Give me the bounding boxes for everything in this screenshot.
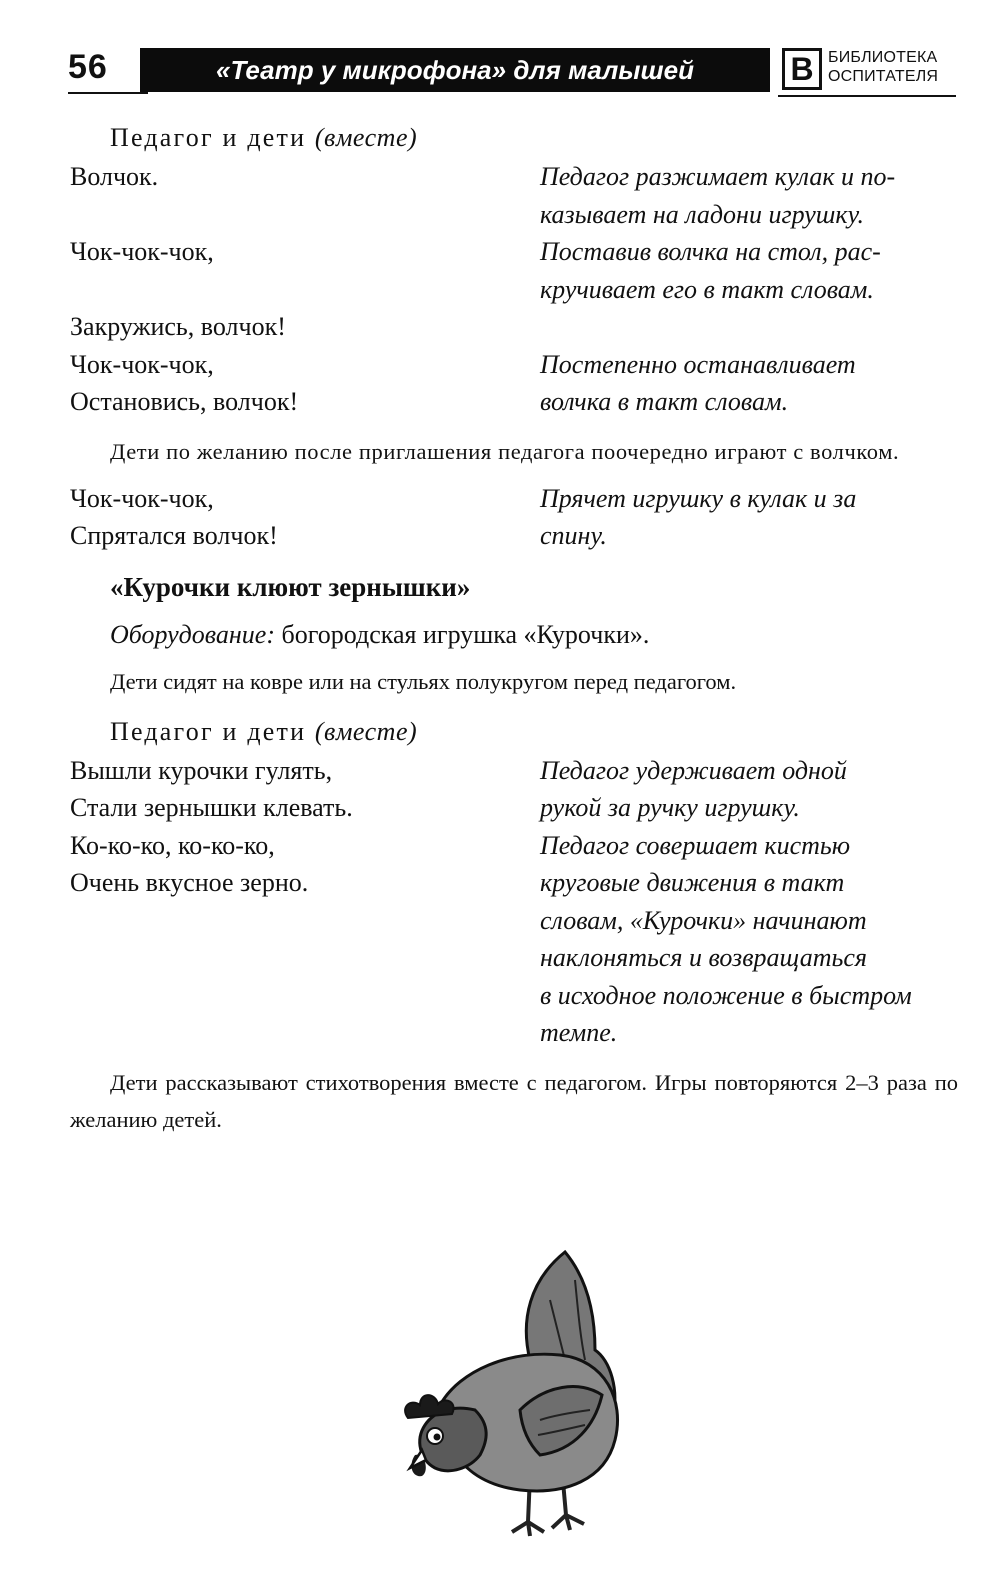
verse-line: Очень вкусное зерно. <box>70 868 309 897</box>
speakers-label: Педагог и дети <box>110 716 307 746</box>
verse-block-1 <box>70 158 958 421</box>
stage-direction: в исходное положение в быстром <box>540 980 912 1010</box>
verse-row <box>70 158 958 196</box>
speakers-note: (вместе) <box>314 716 418 746</box>
stage-direction: волчка в такт словам. <box>540 387 789 416</box>
verse-row <box>70 517 958 555</box>
series-logo-line2: ОСПИТАТЕЛЯ <box>828 68 939 85</box>
stage-direction: Прячет игрушку в кулак и за <box>540 483 857 513</box>
verse-line: Стали зернышки клевать. <box>70 793 353 822</box>
verse-line: Вышли курочки гулять, <box>70 755 333 785</box>
verse-line: Чок-чок-чок, <box>70 483 214 513</box>
stage-direction: темпе. <box>540 1018 618 1047</box>
speakers-heading <box>70 118 958 158</box>
verse-row <box>70 1014 958 1052</box>
speakers-label: Педагог и дети <box>110 123 307 152</box>
stage-direction: кручивает его в такт словам. <box>540 274 874 304</box>
header-rule <box>68 92 148 94</box>
stage-direction: Поставив волчка на стол, рас- <box>540 237 881 266</box>
equipment-label: Оборудование: <box>110 619 275 649</box>
verse-line <box>70 196 540 234</box>
stage-direction: Педагог разжимает кулак и по- <box>540 162 896 191</box>
page-header <box>0 0 1000 110</box>
verse-row <box>70 902 958 940</box>
instruction-paragraph: Дети по желанию после приглашения педагога поочередно играют с волчком. <box>110 438 900 464</box>
stage-direction: Педагог удерживает одной <box>540 755 847 785</box>
verse-row <box>70 752 958 790</box>
intro-paragraph: Дети сидят на ковре или на стульях полукругом перед педагогом. <box>110 668 737 694</box>
series-logo-text <box>828 48 938 86</box>
equipment-text: богородская игрушка «Курочки». <box>281 619 650 649</box>
stage-direction: Педагог совершает кистью <box>540 830 851 860</box>
stage-direction: словам, «Курочки» начинают <box>540 905 867 935</box>
verse-row <box>70 308 958 346</box>
speakers-note: (вместе) <box>314 123 418 152</box>
hen-icon <box>380 1240 640 1550</box>
verse-line: Чок-чок-чок, <box>70 237 214 266</box>
verse-row <box>70 939 958 977</box>
verse-row <box>70 789 958 827</box>
verse-row <box>70 233 958 271</box>
verse-line: Чок-чок-чок, <box>70 349 214 379</box>
verse-row <box>70 480 958 518</box>
verse-line: Волчок. <box>70 162 159 191</box>
running-title: «Театр у микрофона» для малышей <box>140 48 770 92</box>
verse-row <box>70 196 958 234</box>
stage-direction: Постепенно останавливает <box>540 349 856 379</box>
verse-line <box>70 977 540 1015</box>
verse-line: Закружись, волчок! <box>70 312 286 341</box>
verse-row <box>70 346 958 384</box>
verse-row <box>70 864 958 902</box>
verse-row <box>70 271 958 309</box>
stage-direction: казывает на ладони игрушку. <box>540 199 864 229</box>
stage-direction: спину. <box>540 521 607 550</box>
verse-row <box>70 383 958 421</box>
verse-row <box>70 977 958 1015</box>
series-logo <box>778 44 958 98</box>
verse-line <box>70 1014 540 1052</box>
stage-direction: круговые движения в такт <box>540 868 845 897</box>
series-logo-line1: БИБЛИОТЕКА <box>828 49 938 66</box>
equipment-line <box>70 615 958 655</box>
verse-line: Остановись, волчок! <box>70 387 299 416</box>
verse-line: Ко-ко-ко, ко-ко-ко, <box>70 830 275 860</box>
stage-direction: рукой за ручку игрушку. <box>540 793 800 822</box>
game-title: «Курочки клюют зернышки» <box>110 571 471 602</box>
verse-block-3 <box>70 752 958 1052</box>
verse-row <box>70 827 958 865</box>
page-content <box>70 118 958 1138</box>
stage-direction <box>540 308 958 346</box>
verse-line: Спрятался волчок! <box>70 521 278 550</box>
series-logo-rule <box>778 95 956 97</box>
verse-line <box>70 271 540 309</box>
speakers-heading-2 <box>70 712 958 752</box>
page-number: 56 <box>68 48 108 86</box>
verse-block-2 <box>70 480 958 555</box>
closing-paragraph: Дети рассказывают стихотворения вместе с педагогом. Игры повторяются 2–3 раза по желанию детей. <box>70 1069 958 1132</box>
verse-line <box>70 902 540 940</box>
stage-direction: наклоняться и возвращаться <box>540 943 867 972</box>
verse-line <box>70 939 540 977</box>
series-logo-letter: В <box>782 48 822 90</box>
